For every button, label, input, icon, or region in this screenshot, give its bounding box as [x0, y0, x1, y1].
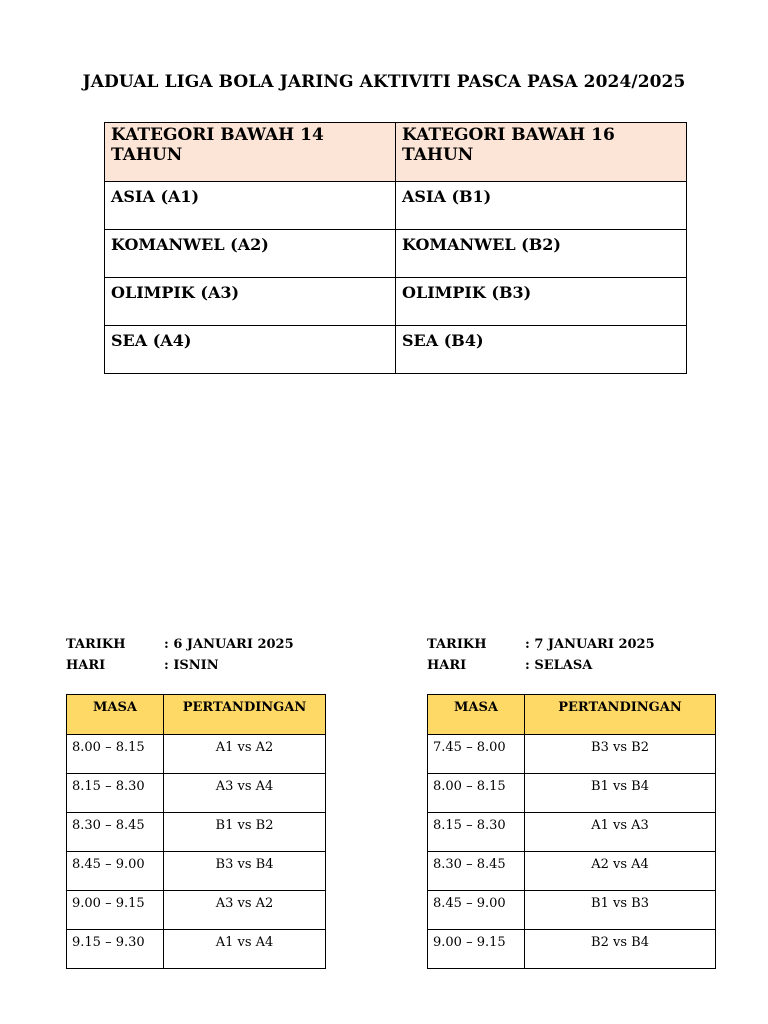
- category-cell: ASIA (A1): [105, 182, 396, 230]
- table-row: [428, 852, 716, 891]
- table-row: [428, 774, 716, 813]
- tarikh-value: : 7 JANUARI 2025: [525, 637, 655, 652]
- masa-cell: 8.15 – 8.30: [67, 774, 164, 813]
- masa-cell: 9.00 – 9.15: [428, 930, 525, 969]
- match-cell: A1 vs A3: [525, 813, 716, 852]
- table-row: [105, 326, 687, 374]
- tarikh-label: TARIKH: [427, 637, 487, 652]
- table-row: [67, 774, 326, 813]
- table-row: [428, 891, 716, 930]
- match-cell: A2 vs A4: [525, 852, 716, 891]
- match-cell: B1 vs B2: [164, 813, 326, 852]
- match-cell: B1 vs B4: [525, 774, 716, 813]
- table-row: [67, 852, 326, 891]
- masa-cell: 7.45 – 8.00: [428, 735, 525, 774]
- hari-value: : ISNIN: [164, 658, 219, 673]
- col-pertandingan: PERTANDINGAN: [164, 695, 326, 735]
- schedule-1-info: [66, 634, 294, 676]
- table-row: [105, 182, 687, 230]
- schedule-header-row: [428, 695, 716, 735]
- category-cell: KOMANWEL (B2): [396, 230, 687, 278]
- hari-label: HARI: [66, 658, 106, 673]
- tarikh-label: TARIKH: [66, 637, 126, 652]
- match-cell: B3 vs B2: [525, 735, 716, 774]
- category-cell: KOMANWEL (A2): [105, 230, 396, 278]
- masa-cell: 8.00 – 8.15: [428, 774, 525, 813]
- schedule-2-info: [427, 634, 655, 676]
- masa-cell: 8.30 – 8.45: [67, 813, 164, 852]
- masa-cell: 8.45 – 9.00: [67, 852, 164, 891]
- table-row: [428, 930, 716, 969]
- schedule-header-row: [67, 695, 326, 735]
- masa-cell: 9.15 – 9.30: [67, 930, 164, 969]
- table-row: [428, 813, 716, 852]
- category-table: [104, 122, 687, 374]
- table-row: [67, 813, 326, 852]
- match-cell: A1 vs A2: [164, 735, 326, 774]
- page-title: JADUAL LIGA BOLA JARING AKTIVITI PASCA PASA 2024/2025: [82, 72, 686, 92]
- col-masa: MASA: [428, 695, 525, 735]
- category-header-row: [105, 123, 687, 182]
- table-row: [428, 735, 716, 774]
- category-header-u16: KATEGORI BAWAH 16 TAHUN: [396, 123, 687, 182]
- category-cell: OLIMPIK (B3): [396, 278, 687, 326]
- hari-value: : SELASA: [525, 658, 593, 673]
- table-row: [67, 735, 326, 774]
- tarikh-value: : 6 JANUARI 2025: [164, 637, 294, 652]
- masa-cell: 8.30 – 8.45: [428, 852, 525, 891]
- match-cell: B1 vs B3: [525, 891, 716, 930]
- masa-cell: 8.00 – 8.15: [67, 735, 164, 774]
- table-row: [105, 230, 687, 278]
- category-header-u14: KATEGORI BAWAH 14 TAHUN: [105, 123, 396, 182]
- table-row: [105, 278, 687, 326]
- category-cell: SEA (A4): [105, 326, 396, 374]
- match-cell: A3 vs A4: [164, 774, 326, 813]
- masa-cell: 8.15 – 8.30: [428, 813, 525, 852]
- match-cell: B2 vs B4: [525, 930, 716, 969]
- table-row: [67, 891, 326, 930]
- masa-cell: 9.00 – 9.15: [67, 891, 164, 930]
- match-cell: B3 vs B4: [164, 852, 326, 891]
- hari-label: HARI: [427, 658, 467, 673]
- match-cell: A3 vs A2: [164, 891, 326, 930]
- col-pertandingan: PERTANDINGAN: [525, 695, 716, 735]
- col-masa: MASA: [67, 695, 164, 735]
- category-cell: SEA (B4): [396, 326, 687, 374]
- masa-cell: 8.45 – 9.00: [428, 891, 525, 930]
- category-cell: OLIMPIK (A3): [105, 278, 396, 326]
- category-cell: ASIA (B1): [396, 182, 687, 230]
- schedule-table-2: [427, 694, 716, 969]
- match-cell: A1 vs A4: [164, 930, 326, 969]
- schedule-table-1: [66, 694, 326, 969]
- table-row: [67, 930, 326, 969]
